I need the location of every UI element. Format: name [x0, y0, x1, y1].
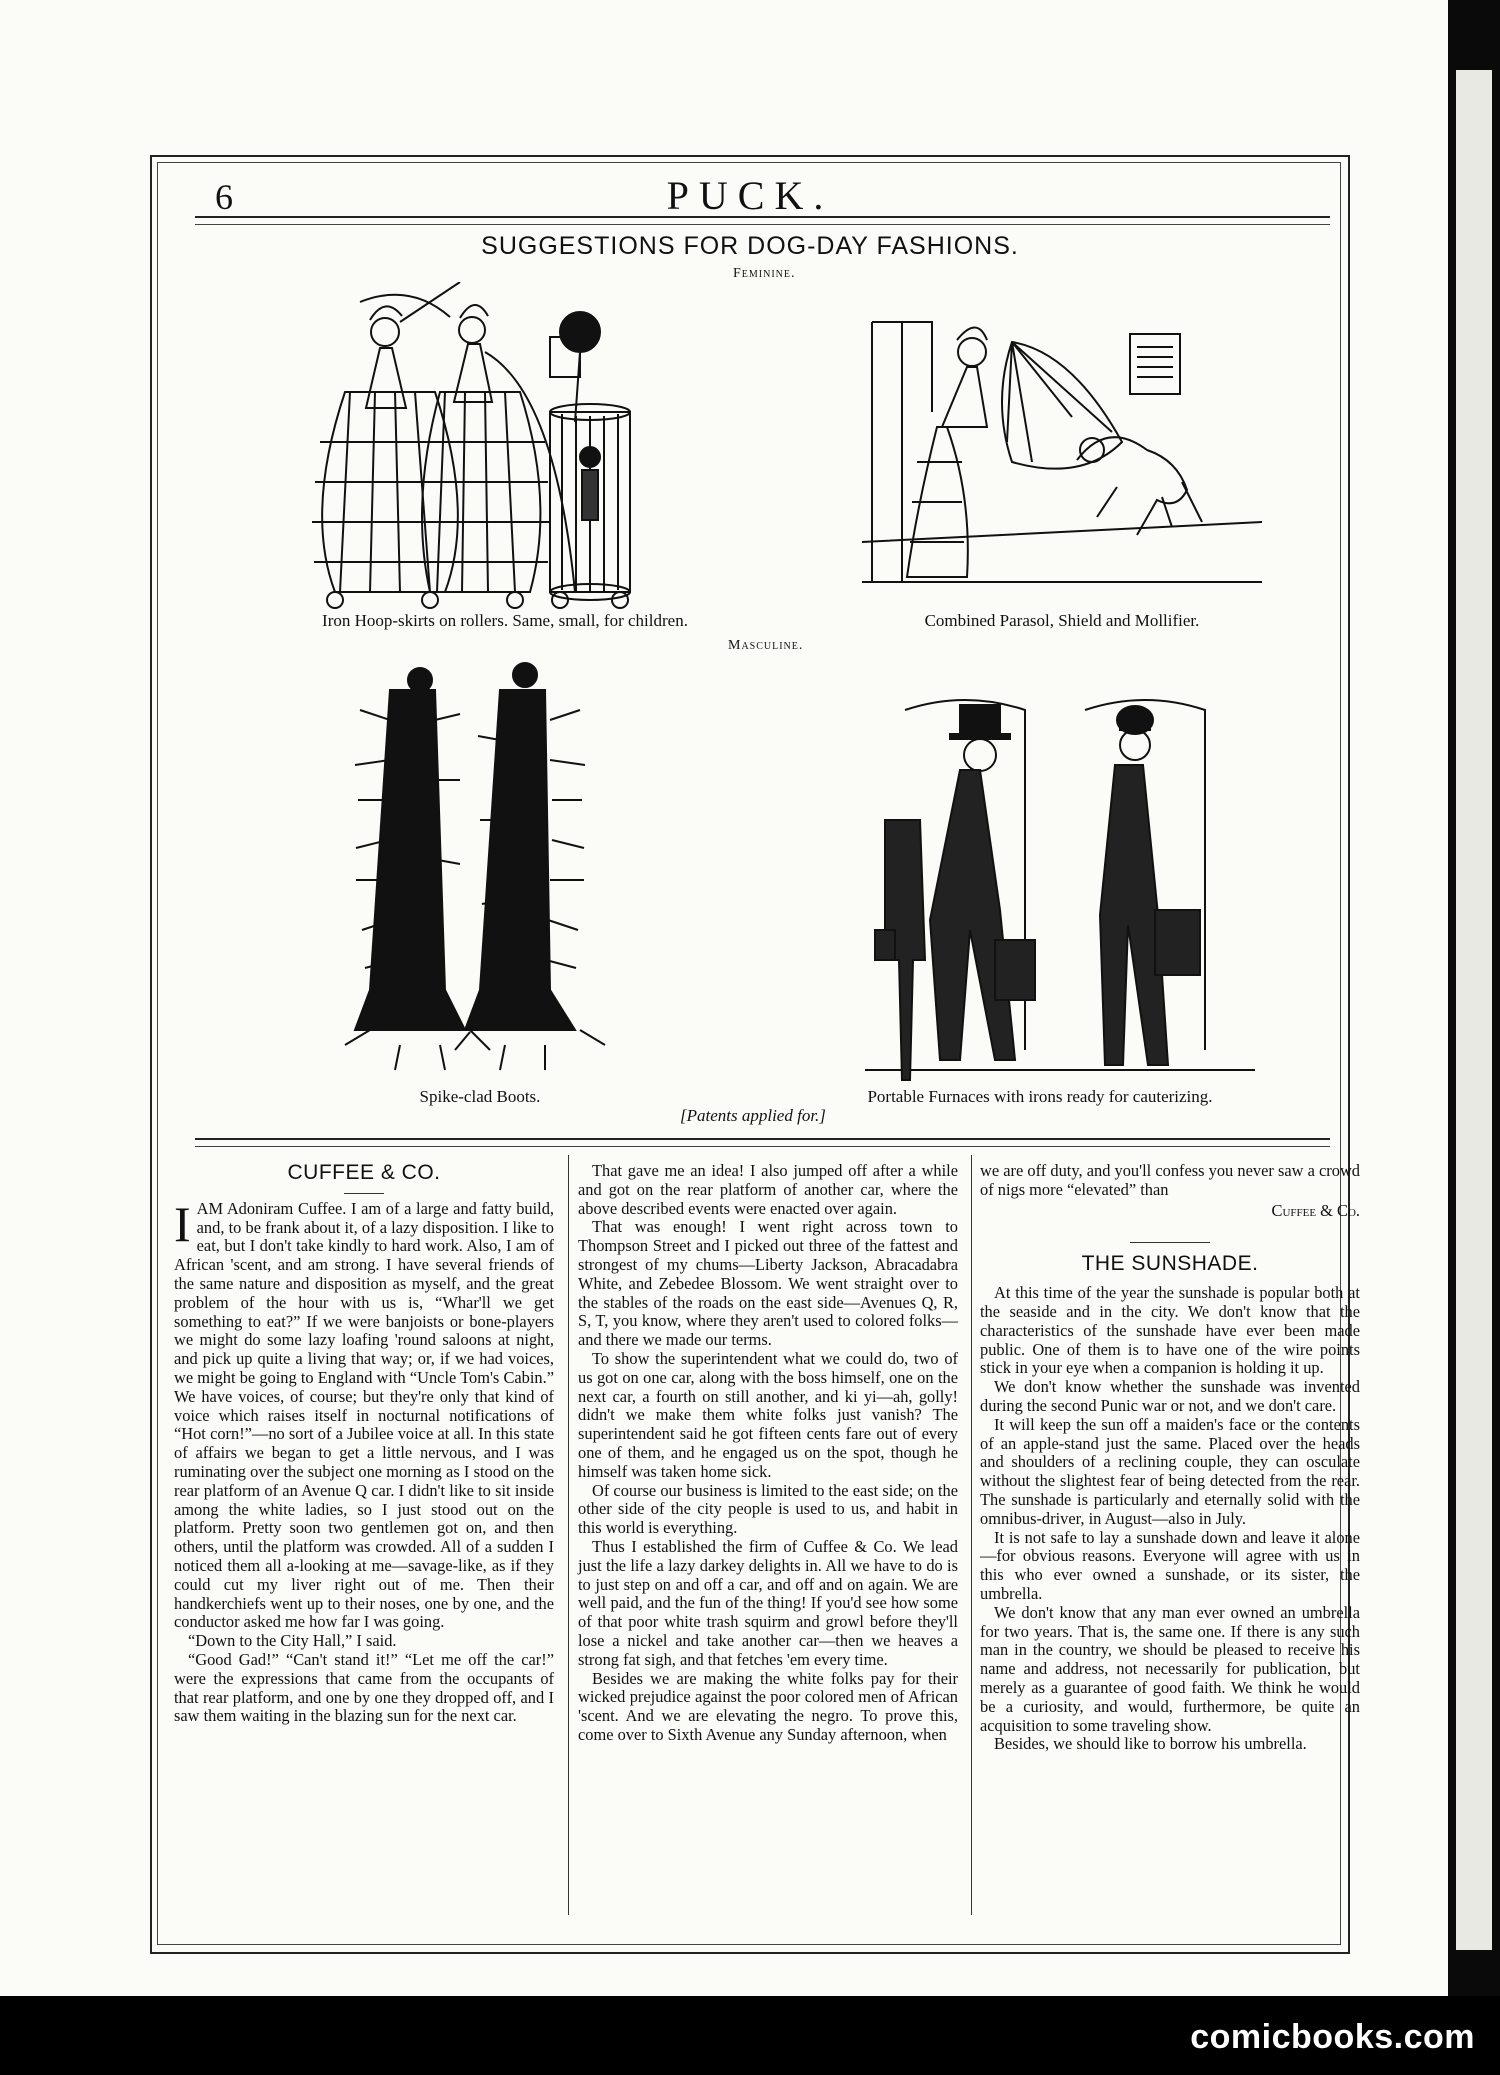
paragraph: We don't know that any man ever owned an umbrella for two years. That is, the same one. If there is any such man in the country, we should be pleased to receive his name and address, not necessarily for publication, but merely as a guarantee of good faith. We think he would be a curiosity, and would, furthermore, be quite an acquisition to some traveling show. [980, 1602, 1360, 1735]
signature: Cuffee & Co. [1271, 1200, 1360, 1220]
title-rule [1130, 1242, 1210, 1243]
paragraph: “Good Gad!” “Can't stand it!” “Let me off the car!” were the expressions that came from the occupants of that rear platform, and one by one they dropped off, and I saw them waiting in the blazing sun for the next car. [174, 1649, 554, 1726]
adjacent-page-edge [1448, 0, 1500, 1996]
masculine-label: Masculine. [728, 638, 804, 653]
portable-furnaces-illustration [865, 690, 1255, 1090]
page-edge-strip [1456, 70, 1492, 1950]
paragraph: Besides we are making the white folks pay for their wicked prejudice against the poor colored men of African 'scent. And we are elevating the negro. To prove this, come over to Sixth Avenue any Sunday afternoon, when [578, 1668, 958, 1744]
paragraph: At this time of the year the sunshade is popular both at the seaside and in the city. We don't know that the characteristics of the sunshade have ever been made public. One of them is to have one of the wire points stick in your eye when a companion is holding it up. [980, 1283, 1360, 1378]
hoop-skirts-illustration [300, 282, 680, 617]
spike-boots-illustration [310, 660, 640, 1090]
paragraph: Besides, we should like to borrow his umbrella. [994, 1734, 1307, 1754]
caption-hoop-skirts: Iron Hoop-skirts on rollers. Same, small, for children. [322, 611, 688, 630]
caption-parasol: Combined Parasol, Shield and Mollifier. [924, 611, 1200, 630]
section-rule [195, 1138, 1330, 1147]
feminine-label: Feminine. [733, 266, 796, 281]
paragraph: It will keep the sun off a maiden's face or the contents of an apple-stand just the same. Placed over the heads and shoulders of a reclining couple, they can osculate without the slightest fear of being detected from the rear. The sunshade is particularly and eternally solid with the omnibus-driver, in August—also in July. [980, 1414, 1360, 1528]
article-title-cuffee: CUFFEE & CO. [287, 1161, 441, 1184]
paragraph: Thus I established the firm of Cuffee & Co. We lead just the life a lazy darkey delights in. All we have to do is to just step on and off a car, and off and on again. We are well paid, and the fun of the thing! If you'd see how some of that poor white trash squirm and growl before they'll lose a nickel and take another car—then we heaves a strong fat sigh, and that fetches 'em every time. [578, 1536, 958, 1669]
parasol-illustration [862, 312, 1262, 602]
masthead-rule [195, 216, 1330, 225]
title-rule [344, 1193, 384, 1194]
paragraph: That gave me an idea! I also jumped off after a while and got on the rear platform of another car, where the above described events were enacted over again. [578, 1161, 958, 1218]
paragraph: That was enough! I went right across town to Thompson Street and I picked out three of the fattest and strongest of my chums—Liberty Jackson, Abracadabra White, and Zebedee Blossom. We went straight over to the stables of the roads on the east side—Avenues Q, R, S, T, you know, where they aren't used to colored folks—and there we made our terms. [578, 1217, 958, 1350]
feature-title: SUGGESTIONS FOR DOG-DAY FASHIONS. [481, 232, 1019, 260]
paragraph: It is not safe to lay a sunshade down and leave it alone—for obvious reasons. Everyone will agree with us in this who ever owned a sunshade, or its sister, the umbrella. [980, 1527, 1360, 1603]
paragraph: To show the superintendent what we could do, two of us got on one car, along with the boss himself, one on the next car, a fourth on still another, and ki yi—ah, golly! didn't we make them white folks just vanish? The superintendent said he got fifteen cents fare out of every one of them, and he engaged us on the spot, though he himself was taken home sick. [578, 1348, 958, 1481]
page-number: 6 [215, 177, 233, 217]
column-divider-1 [568, 1155, 569, 1915]
caption-boots: Spike-clad Boots. [419, 1087, 541, 1106]
paragraph: IAM Adoniram Cuffee. I am of a large and fatty build, and, to be frank about it, of a lazy disposition. I like to eat, but I don't take kindly to hard work. Also, I am of African 'scent, and am strong. I have several friends of the same nature and disposition as myself, and the great problem of the hour with us is, “Whar'll we get something to eat?” If we were banjoists or bone-players we might do some lazy loafing 'round saloons at night, and pick up quite a living that way; or, if we had voices, we might be going to England with “Uncle Tom's Cabin.” We have voices, of course; but they're only that kind of voice which raises itself in nocturnal notifications of “Hot corn!”—no sort of a Jubilee voice at all. In this state of affairs we began to get a little nervous, and I was ruminating over the subject one morning as I stood on the rear platform of an Avenue Q car. I didn't like to sit inside among the white ladies, so I just stood out on the platform. Pretty soon two gentlemen got on, and then others, until the platform was crowded. All of a sudden I noticed them all a-looking at me—savage-like, as if they could cut my liver right out of me. Then their handkerchiefs went up to their noses, one by one, and the conductor asked me how far I was going. [174, 1195, 554, 1632]
masthead: PUCK. [666, 173, 834, 218]
column-3 [980, 1162, 1360, 1754]
article-title-sunshade: THE SUNSHADE. [1081, 1252, 1259, 1276]
drop-cap: I [174, 1195, 191, 1252]
column-1 [174, 1160, 554, 1726]
paragraph: We don't know whether the sunshade was invented during the second Punic war or not, and we don't care. [980, 1377, 1360, 1415]
patents-note: [Patents applied for.] [680, 1106, 826, 1125]
column-2 [578, 1162, 958, 1745]
paragraph: Of course our business is limited to the east side; on the other side of the city people is used to us, and habit in this world is everything. [578, 1480, 958, 1538]
paragraph: “Down to the City Hall,” I said. [188, 1631, 397, 1651]
paragraph: we are off duty, and you'll confess you never saw a crowd of nigs more “elevated” than [980, 1161, 1360, 1199]
caption-furnaces: Portable Furnaces with irons ready for cauterizing. [867, 1087, 1213, 1106]
watermark-brand: comicbooks.com [1190, 2018, 1475, 2056]
column-divider-2 [971, 1155, 972, 1915]
